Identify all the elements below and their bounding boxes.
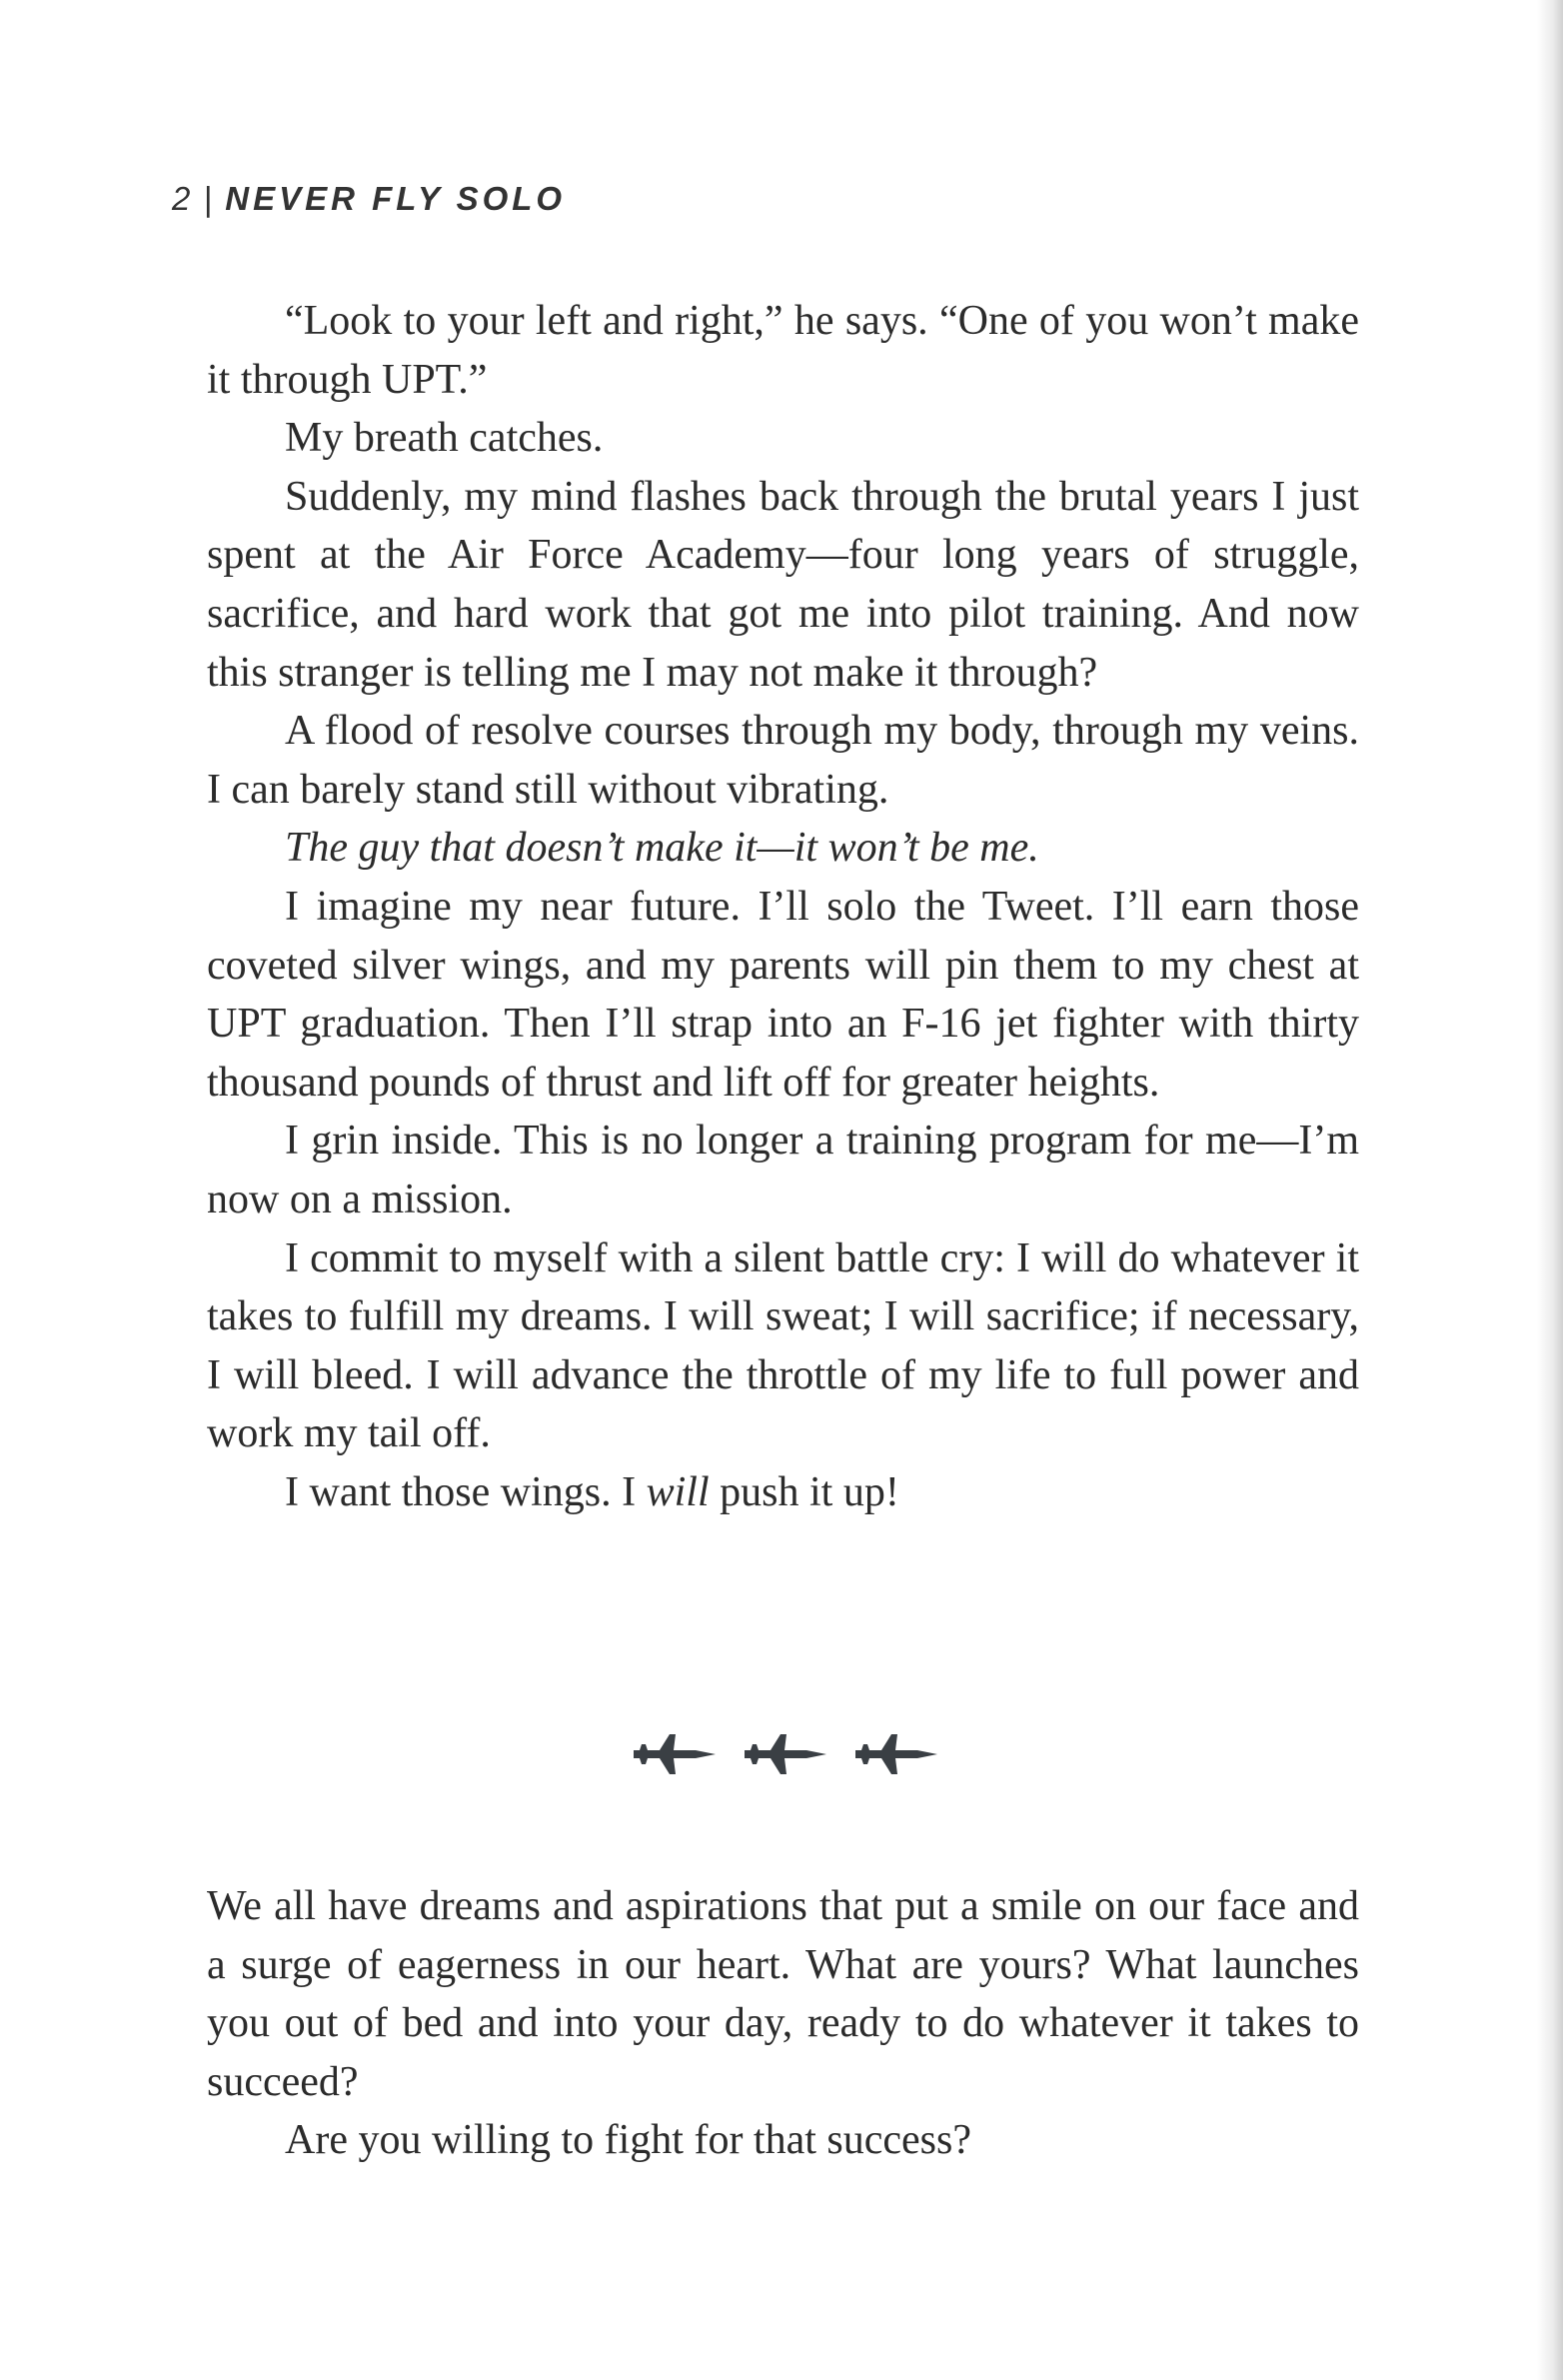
paragraph-7: I grin inside. This is no longer a training program for me—I’m now on a mission. xyxy=(207,1118,1359,1222)
paragraph-8: I commit to myself with a silent battle cry: I will do whatever it takes to fulfill my dreams. I will sweat; I will sacrifice; if necessary, I will bleed. I will advance the throttle of my life to full power and work my tail off. xyxy=(207,1234,1359,1457)
paragraph-9 xyxy=(207,1463,1359,1522)
page-edge-shadow xyxy=(1537,0,1563,2380)
section-two-text xyxy=(207,1877,1359,2170)
paragraph-1: “Look to your left and right,” he says. “One of you won’t make it through UPT.” xyxy=(207,298,1359,403)
section-break-ornament xyxy=(630,1724,939,1784)
section-two-paragraph-2: Are you willing to fight for that success? xyxy=(285,2117,972,2164)
fighter-jet-icon xyxy=(851,1728,939,1780)
paragraph-5 xyxy=(207,819,1359,878)
section-two-paragraph-1: We all have dreams and aspirations that put a smile on our face and a surge of eagerness in our heart. What are yours? What launches you out of bed and into your day, ready to do whatever it takes to succeed? xyxy=(207,1883,1359,2105)
running-head-separator: | xyxy=(203,180,215,217)
emphasis-will: will xyxy=(646,1468,710,1515)
fighter-jet-icon xyxy=(630,1728,718,1780)
paragraph-3: Suddenly, my mind flashes back through the brutal years I just spent at the Air Force Academy—four long years of struggle, sacrifice, and hard work that got me into pilot training. And now this stranger is telling me I may not make it through? xyxy=(207,473,1359,696)
paragraph-9-start: I want those wings. I xyxy=(285,1468,647,1515)
paragraph-9-end: push it up! xyxy=(709,1468,899,1515)
fighter-jet-icon xyxy=(741,1728,828,1780)
italic-thought: The guy that doesn’t make it—it won’t be me. xyxy=(285,825,1039,872)
chapter-text xyxy=(207,292,1359,1521)
paragraph-6: I imagine my near future. I’ll solo the Tweet. I’ll earn those coveted silver wings, and my parents will pin them to my chest at UPT graduation. Then I’ll strap into an F-16 jet fighter with thirty thousand pounds of thrust and lift off for greater heights. xyxy=(207,883,1359,1106)
paragraph-4: A flood of resolve courses through my body, through my veins. I can barely stand still without vibrating. xyxy=(207,708,1359,813)
page-number: 2 xyxy=(172,180,193,217)
paragraph-2: My breath catches. xyxy=(285,415,604,462)
book-title: NEVER FLY SOLO xyxy=(225,180,567,217)
running-head xyxy=(172,180,566,218)
